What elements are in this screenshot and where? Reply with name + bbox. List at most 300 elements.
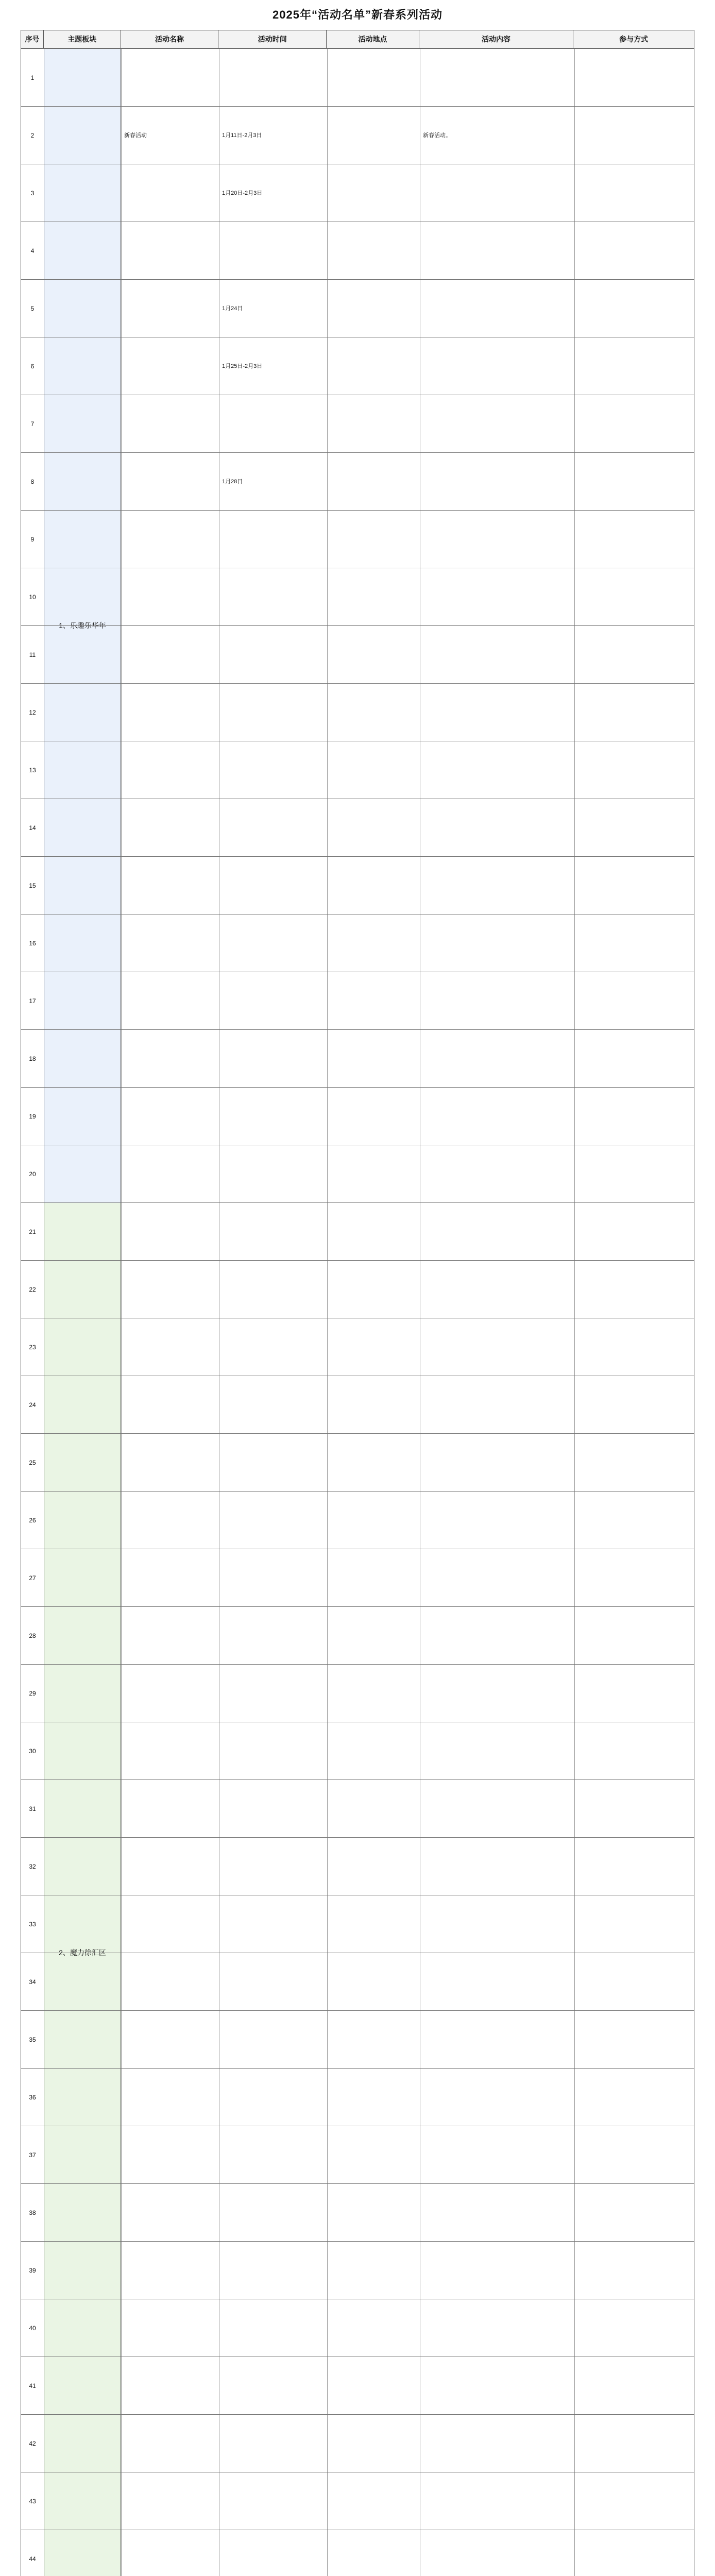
row-number: 21 [29,1228,36,1235]
table-row [21,1780,694,1837]
row-number: 35 [29,2036,36,2043]
activity-content [420,1088,574,1145]
activity-place [327,1665,420,1722]
row-number: 42 [29,2439,36,2447]
row-number: 18 [29,1055,36,1062]
activity-place [327,626,420,683]
table-row [21,279,694,337]
participation-mode [574,626,694,683]
activity-name [121,1261,219,1318]
activity-content [420,1665,574,1722]
table-row [21,683,694,741]
activity-content [420,2357,574,2414]
activity-name [121,1088,219,1145]
participation-mode [574,1722,694,1780]
activity-place [327,741,420,799]
row-number: 37 [29,2151,36,2159]
activity-place [327,2242,420,2299]
activity-table [21,30,694,2576]
activity-content [420,1318,574,1376]
activity-place [327,1203,420,1260]
participation-mode [574,2472,694,2530]
activity-place [327,2299,420,2357]
activity-place [327,1318,420,1376]
activity-content [420,49,574,106]
activity-name [121,1722,219,1780]
activity-name [121,1318,219,1376]
header-mode: 参与方式 [619,35,649,43]
table-row [21,2357,694,2414]
activity-time [219,1376,327,1433]
activity-content [420,1549,574,1606]
participation-mode [574,972,694,1029]
activity-content [420,1434,574,1491]
activity-time [219,2069,327,2126]
activity-place [327,1030,420,1087]
participation-mode [574,1665,694,1722]
table-row [21,568,694,625]
activity-time [219,49,327,106]
activity-name [121,2415,219,2472]
row-number: 27 [29,1574,36,1582]
row-number: 15 [29,882,36,889]
activity-name [121,626,219,683]
activity-time [219,1895,327,1953]
activity-name [121,1607,219,1664]
participation-mode [574,1030,694,1087]
activity-place [327,453,420,510]
activity-name [121,1549,219,1606]
activity-time [219,2415,327,2472]
participation-mode [574,107,694,164]
participation-mode [574,2069,694,2126]
table-row [21,1202,694,1260]
activity-name [121,741,219,799]
activity-place [327,395,420,452]
header-theme: 主题板块 [44,30,121,48]
row-number: 6 [30,362,35,370]
activity-time [219,1780,327,1837]
activity-place [327,2415,420,2472]
row-number: 31 [29,1805,36,1812]
participation-mode [574,1838,694,1895]
table-row [21,2530,694,2576]
activity-time [219,2357,327,2414]
activity-name [121,2530,219,2576]
activity-content [420,511,574,568]
table-row [21,856,694,914]
activity-name [121,2184,219,2241]
activity-name [121,2242,219,2299]
activity-content [420,453,574,510]
activity-content [420,1145,574,1202]
activity-place [327,857,420,914]
participation-mode [574,2126,694,2183]
section-theme-label: 2、魔力徐汇区 [59,1948,106,1957]
activity-content [420,684,574,741]
participation-mode [574,2011,694,2068]
activity-time [219,972,327,1029]
activity-time [219,684,327,741]
activity-name [121,280,219,337]
table-row [21,1837,694,1895]
row-number: 30 [29,1747,36,1755]
activity-name [121,1492,219,1549]
activity-name [121,799,219,856]
activity-content [420,1895,574,1953]
row-number: 41 [29,2382,36,2389]
activity-place [327,1492,420,1549]
activity-name [121,2069,219,2126]
row-number: 4 [30,247,35,255]
table-row [21,2183,694,2241]
row-number: 40 [29,2324,36,2332]
activity-content [420,972,574,1029]
activity-place [327,107,420,164]
participation-mode [574,1434,694,1491]
activity-time [219,2184,327,2241]
activity-name [121,1203,219,1260]
activity-place [327,1261,420,1318]
table-row [21,1376,694,1433]
activity-name [121,684,219,741]
activity-content [420,2530,574,2576]
activity-name [121,1780,219,1837]
row-number: 19 [29,1112,36,1120]
activity-time [219,222,327,279]
activity-time [219,1607,327,1664]
activity-time [219,1261,327,1318]
activity-place [327,1434,420,1491]
activity-name [121,395,219,452]
activity-place [327,972,420,1029]
activity-name [121,222,219,279]
activity-place [327,1145,420,1202]
row-number: 29 [29,1689,36,1697]
activity-name [121,511,219,568]
row-number: 14 [29,824,36,832]
participation-mode [574,1953,694,2010]
activity-content [420,2299,574,2357]
row-number: 32 [29,1862,36,1870]
table-row [21,625,694,683]
activity-place [327,799,420,856]
header-content: 活动内容 [419,30,574,48]
table-row [21,395,694,452]
activity-content [420,280,574,337]
participation-mode [574,1549,694,1606]
header-name: 活动名称 [121,30,219,48]
activity-name [121,453,219,510]
participation-mode [574,1895,694,1953]
table-body [21,48,694,2576]
table-row [21,106,694,164]
row-number: 11 [29,651,36,658]
activity-time [219,626,327,683]
activity-name [121,2011,219,2068]
row-number: 25 [29,1459,36,1466]
activity-place [327,1838,420,1895]
activity-time [219,741,327,799]
activity-place [327,1953,420,2010]
table-row [21,48,694,106]
table-row [21,1029,694,1087]
row-number: 16 [29,939,36,947]
activity-place [327,49,420,106]
activity-time [219,2126,327,2183]
activity-time [219,511,327,568]
activity-content [420,857,574,914]
row-number: 43 [29,2497,36,2505]
activity-content [420,2242,574,2299]
activity-name [121,1895,219,1953]
activity-place [327,1376,420,1433]
activity-content [420,395,574,452]
header-place: 活动地点 [327,30,419,48]
activity-content [420,1953,574,2010]
participation-mode [574,2242,694,2299]
activity-time [219,1838,327,1895]
row-number: 9 [30,535,35,543]
table-row [21,452,694,510]
activity-time [219,395,327,452]
activity-time [219,1549,327,1606]
table-row [21,337,694,395]
activity-time [219,1434,327,1491]
table-row [21,1318,694,1376]
activity-name: 新春活动 [121,107,219,164]
row-number: 28 [29,1632,36,1639]
activity-content [420,1376,574,1433]
activity-content [420,1722,574,1780]
table-row [21,972,694,1029]
row-number: 1 [30,74,35,81]
activity-content [420,2069,574,2126]
activity-place [327,2069,420,2126]
activity-time [219,568,327,625]
activity-time: 1月20日-2月3日 [219,164,327,222]
row-number: 5 [30,304,35,312]
activity-time [219,1145,327,1202]
activity-place [327,684,420,741]
participation-mode [574,2530,694,2576]
activity-name [121,1953,219,2010]
table-row [21,799,694,856]
table-row [21,1549,694,1606]
activity-time [219,1318,327,1376]
header-no: 序号 [21,30,44,48]
table-row [21,2126,694,2183]
activity-place [327,511,420,568]
activity-time [219,1722,327,1780]
table-row [21,1433,694,1491]
activity-place [327,2184,420,2241]
row-number: 38 [29,2209,36,2216]
participation-mode [574,164,694,222]
activity-name [121,972,219,1029]
row-number: 2 [30,131,35,139]
row-number: 24 [29,1401,36,1409]
activity-name [121,2126,219,2183]
activity-content [420,568,574,625]
activity-content [420,1261,574,1318]
activity-content [420,1203,574,1260]
participation-mode [574,799,694,856]
table-row [21,1664,694,1722]
activity-time [219,1492,327,1549]
activity-time: 1月25日-2月3日 [219,337,327,395]
participation-mode [574,684,694,741]
row-number: 7 [30,420,35,428]
activity-time [219,1953,327,2010]
activity-content [420,2011,574,2068]
participation-mode [574,2299,694,2357]
header-time: 活动时间 [218,30,327,48]
participation-mode [574,1318,694,1376]
activity-name [121,1434,219,1491]
row-number: 3 [30,189,35,197]
activity-name [121,1376,219,1433]
activity-time [219,2011,327,2068]
table-row [21,2241,694,2299]
activity-time [219,1030,327,1087]
participation-mode [574,1088,694,1145]
table-row [21,510,694,568]
participation-mode [574,222,694,279]
activity-time [219,1203,327,1260]
page-title: 2025年“活动名单”新春系列活动 [273,8,442,21]
activity-place [327,164,420,222]
activity-content [420,626,574,683]
activity-place [327,2011,420,2068]
activity-content [420,1030,574,1087]
row-number: 34 [29,1978,36,1986]
activity-place [327,2530,420,2576]
activity-content [420,1780,574,1837]
table-row [21,2299,694,2357]
activity-time [219,2530,327,2576]
activity-time [219,2299,327,2357]
row-number: 17 [29,997,36,1005]
table-row [21,1491,694,1549]
row-number: 26 [29,1516,36,1524]
activity-content [420,164,574,222]
activity-place [327,1895,420,1953]
activity-time [219,1665,327,1722]
activity-time [219,1088,327,1145]
participation-mode [574,741,694,799]
activity-name [121,1030,219,1087]
row-number: 44 [29,2555,36,2563]
activity-content [420,2184,574,2241]
activity-time: 1月11日-2月3日 [219,107,327,164]
activity-content [420,914,574,972]
activity-place [327,222,420,279]
activity-place [327,337,420,395]
table-row [21,164,694,222]
activity-name [121,1665,219,1722]
activity-place [327,1722,420,1780]
table-row [21,2068,694,2126]
table-row [21,1087,694,1145]
table-row [21,1722,694,1780]
participation-mode [574,1203,694,1260]
activity-content [420,1607,574,1664]
activity-content [420,741,574,799]
participation-mode [574,1607,694,1664]
activity-name [121,337,219,395]
table-row [21,2010,694,2068]
participation-mode [574,1145,694,1202]
activity-name [121,1145,219,1202]
participation-mode [574,1492,694,1549]
activity-time [219,857,327,914]
table-row [21,914,694,972]
activity-name [121,914,219,972]
activity-content [420,2126,574,2183]
participation-mode [574,49,694,106]
activity-place [327,1549,420,1606]
activity-name [121,568,219,625]
activity-time [219,914,327,972]
participation-mode [574,453,694,510]
activity-place [327,2126,420,2183]
participation-mode [574,337,694,395]
activity-place [327,280,420,337]
participation-mode [574,914,694,972]
participation-mode [574,2184,694,2241]
activity-name [121,857,219,914]
activity-content [420,337,574,395]
activity-place [327,1780,420,1837]
table-row [21,2414,694,2472]
row-number: 20 [29,1170,36,1178]
activity-content [420,2472,574,2530]
activity-content: 新春活动。 [420,107,574,164]
activity-place [327,1607,420,1664]
participation-mode [574,857,694,914]
table-row [21,1895,694,1953]
activity-content [420,2415,574,2472]
activity-name [121,2472,219,2530]
participation-mode [574,1780,694,1837]
activity-content [420,1838,574,1895]
table-row [21,741,694,799]
row-number: 10 [29,593,36,601]
activity-content [420,1492,574,1549]
activity-place [327,2472,420,2530]
activity-time: 1月28日 [219,453,327,510]
row-number: 33 [29,1920,36,1928]
activity-name [121,1838,219,1895]
row-number: 8 [30,478,35,485]
participation-mode [574,2415,694,2472]
activity-name [121,49,219,106]
participation-mode [574,395,694,452]
row-number: 12 [29,708,36,716]
table-header [21,30,694,48]
activity-name [121,2299,219,2357]
table-row [21,222,694,279]
activity-time [219,799,327,856]
activity-name [121,164,219,222]
row-number: 23 [29,1343,36,1351]
row-number: 39 [29,2266,36,2274]
participation-mode [574,2357,694,2414]
participation-mode [574,1261,694,1318]
table-row [21,1953,694,2010]
activity-content [420,222,574,279]
